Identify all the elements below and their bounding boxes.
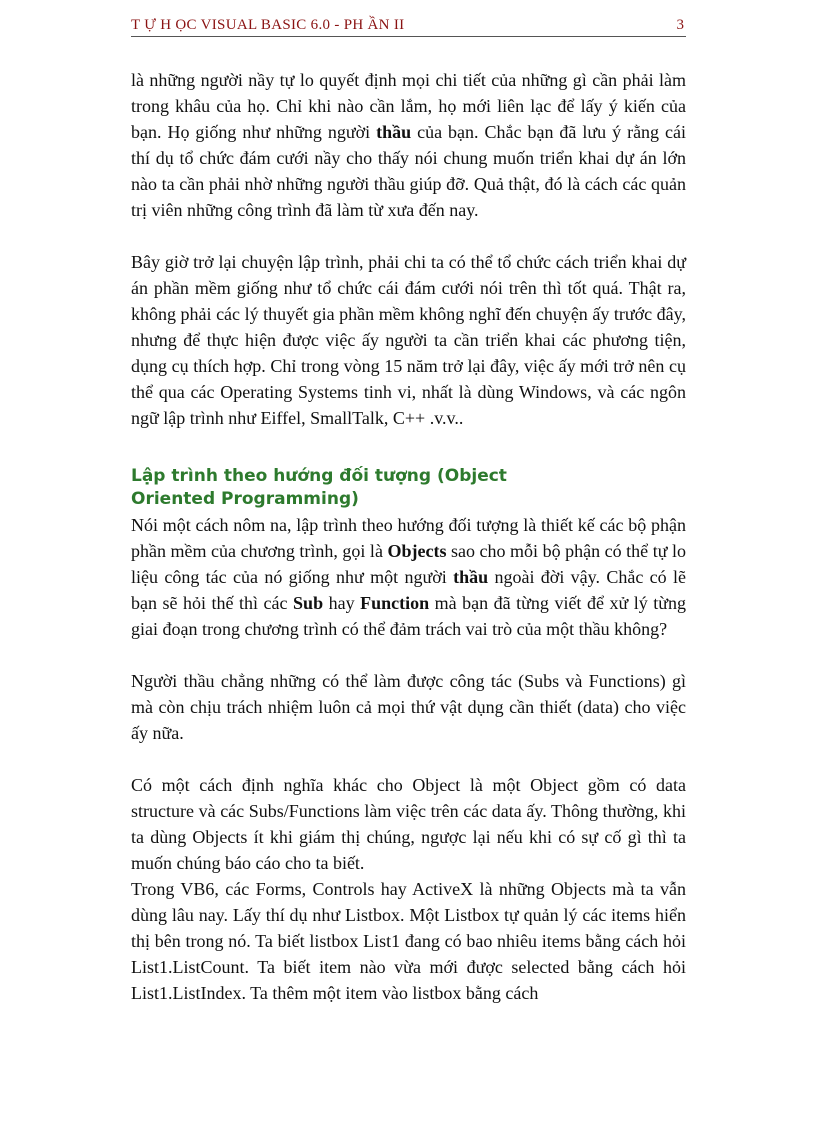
bold-term: Function	[360, 593, 430, 613]
page-number: 3	[676, 17, 684, 33]
text-run: ngoài đời vậy. Chắc có lẽ bạn sẽ hỏi thế thì các	[131, 567, 687, 613]
text-run: là những người nầy tự lo quyết định mọi chi tiết của những gì cần phải làm trong khâu của họ. Chỉ khi nào cần lắm, họ mới liên lạc để lấy ý kiến của bạn. Họ giống như những người	[131, 70, 686, 142]
bold-term: thầu	[453, 567, 489, 587]
page-body	[131, 67, 686, 1006]
text-run: sao cho mỗi bộ phận có thể tự lo liệu công tác của nó giống như một người	[131, 541, 686, 587]
text-run: của bạn. Chắc bạn đã lưu ý rằng cái thí dụ tổ chức đám cưới nầy cho thấy nói chung muốn triển khai dự án lớn nào ta cần phải nhờ những người thầu giúp đỡ. Quả thật, đó là cách các quản trị viên những công trình đã làm từ xưa đến nay.	[131, 122, 687, 220]
paragraph-6: Trong VB6, các Forms, Controls hay ActiveX là những Objects mà ta vẫn dùng lâu nay. Lấy thí dụ như Listbox. Một Listbox tự quản lý các items hiển thị bên trong nó. Ta biết listbox List1 đang có bao nhiêu items bằng cách hỏi List1.ListCount. Ta biết item nào vừa mới được selected bằng cách hỏi List1.ListIndex. Ta thêm một item vào listbox bằng cách	[131, 879, 686, 1003]
paragraph-4: Người thầu chẳng những có thể làm được công tác (Subs và Functions) gì mà còn chịu trách nhiệm luôn cả mọi thứ vật dụng cần thiết (data) cho việc ấy nữa.	[131, 671, 686, 743]
section-heading: Lập trình theo hướng đối tượng (Object Oriented Programming)	[131, 466, 507, 509]
header-title: T Ự H ỌC VISUAL BASIC 6.0 - PH ẦN II	[131, 17, 405, 33]
bold-term: Objects	[387, 541, 447, 561]
text-run: Nói một cách nôm na, lập trình theo hướng đối tượng là thiết kế các bộ phận phần mềm của chương trình, gọi là	[131, 515, 686, 561]
page-header	[131, 14, 686, 37]
paragraph-5: Có một cách định nghĩa khác cho Object là một Object gồm có data structure và các Subs/Functions làm việc trên các data ấy. Thông thường, khi ta dùng Objects ít khi giám thị chúng, ngược lại nếu khi có sự cố gì thì ta muốn chúng báo cáo cho ta biết.	[131, 775, 686, 873]
bold-term: thầu	[376, 122, 412, 142]
bold-term: Sub	[293, 593, 324, 613]
paragraph-1	[131, 67, 686, 223]
paragraph-2: Bây giờ trở lại chuyện lập trình, phải chi ta có thể tổ chức cách triển khai dự án phần mềm giống như tổ chức cái đám cưới nói trên thì tốt quá. Thật ra, không phải các lý thuyết gia phần mềm không nghĩ đến chuyện ấy trước đây, nhưng để thực hiện được việc ấy người ta cần triển khai các phương tiện, dụng cụ thích hợp. Chỉ trong vòng 15 năm trở lại đây, việc ấy mới trở nên cụ thể qua các Operating Systems tinh vi, nhất là dùng Windows, và các ngôn ngữ lập trình như Eiffel, SmallTalk, C++ .v.v..	[131, 252, 686, 428]
paragraph-3	[131, 512, 686, 642]
text-run: mà bạn đã từng viết để xử lý từng giai đoạn trong chương trình có thể đảm trách vai trò của một thầu không?	[131, 593, 686, 639]
text-run: hay	[323, 593, 361, 613]
